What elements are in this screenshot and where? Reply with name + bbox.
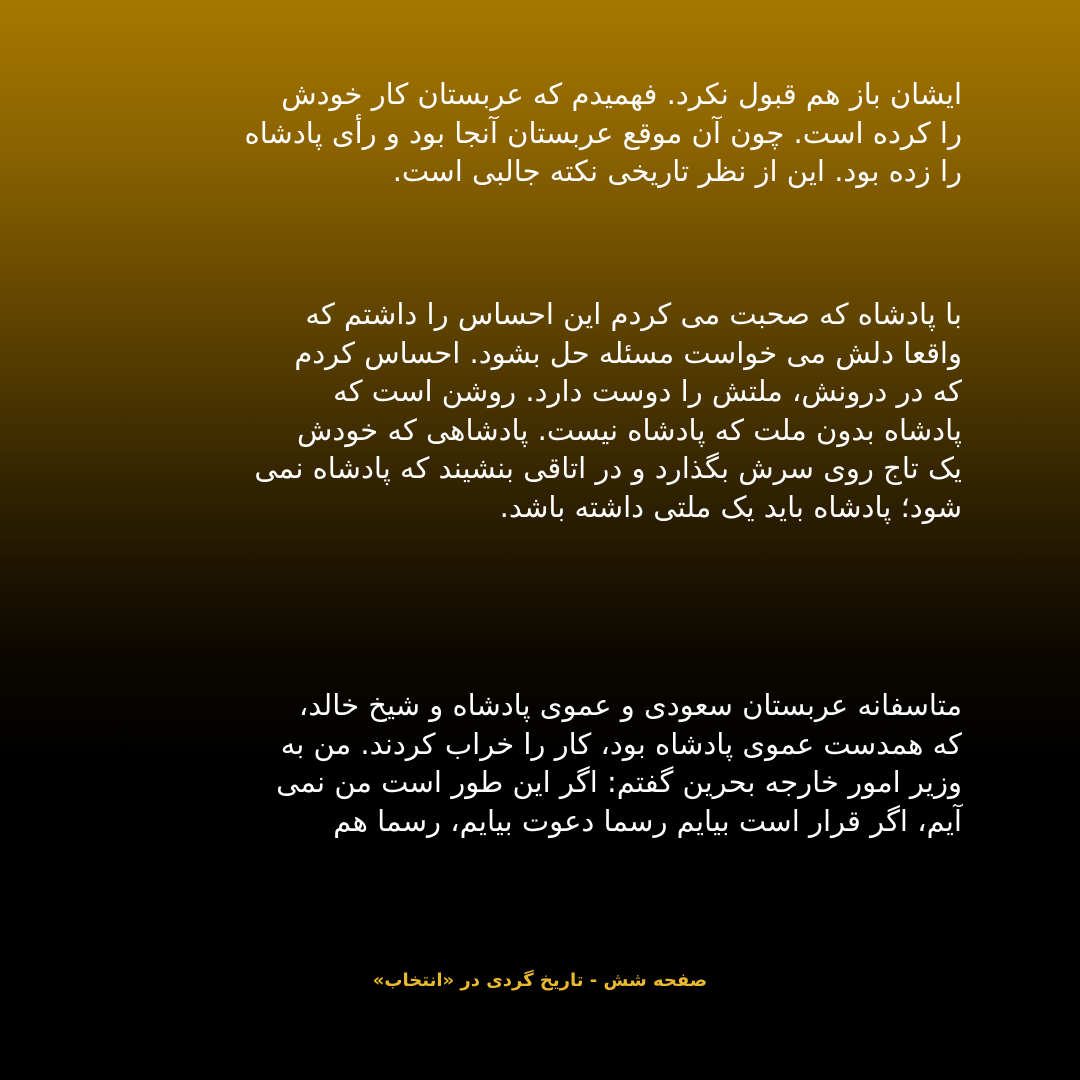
paragraph-line: که همدست عموی پادشاه بود، کار را خراب کردند. من به bbox=[280, 726, 962, 761]
paragraph-line: یک تاج روی سرش بگذارد و در اتاقی بنشیند که پادشاه نمی bbox=[254, 451, 962, 485]
paragraph-line: را زده بود. این از نظر تاریخی نکته جالبی است. bbox=[392, 154, 962, 188]
paragraph-line: پادشاه بدون ملت که پادشاه نیست. پادشاهی که خودش bbox=[297, 412, 962, 447]
paragraph-1 bbox=[102, 75, 962, 191]
paragraph-line: آیم، اگر قرار است بیایم رسما دعوت بیایم، رسما هم bbox=[333, 803, 962, 838]
paragraph-2 bbox=[102, 295, 962, 526]
paragraph-line: وزیر امور خارجه بحرین گفتم: اگر این طور است من نمی bbox=[276, 765, 962, 799]
paragraph-line: با پادشاه که صحبت می کردم این احساس را داشتم که bbox=[305, 297, 962, 331]
paragraph-line: متاسفانه عربستان سعودی و عموی پادشاه و شیخ خالد، bbox=[298, 688, 962, 722]
paragraph-line: شود؛ پادشاه باید یک ملتی داشته باشد. bbox=[499, 489, 962, 524]
paragraph-line: واقعا دلش می خواست مسئله حل بشود. احساس کردم bbox=[294, 335, 962, 370]
paragraph-3 bbox=[102, 686, 962, 840]
page-caption: صفحه شش - تاریخ گردی در «انتخاب» bbox=[372, 970, 708, 991]
paragraph-line: ایشان باز هم قبول نکرد. فهمیدم که عربستان کار خودش bbox=[281, 77, 962, 111]
paragraph-line: که در درونش، ملتش را دوست دارد. روشن است که bbox=[333, 374, 962, 408]
paragraph-line: را کرده است. چون آن موقع عربستان آنجا بود و رأی پادشاه bbox=[244, 115, 962, 150]
